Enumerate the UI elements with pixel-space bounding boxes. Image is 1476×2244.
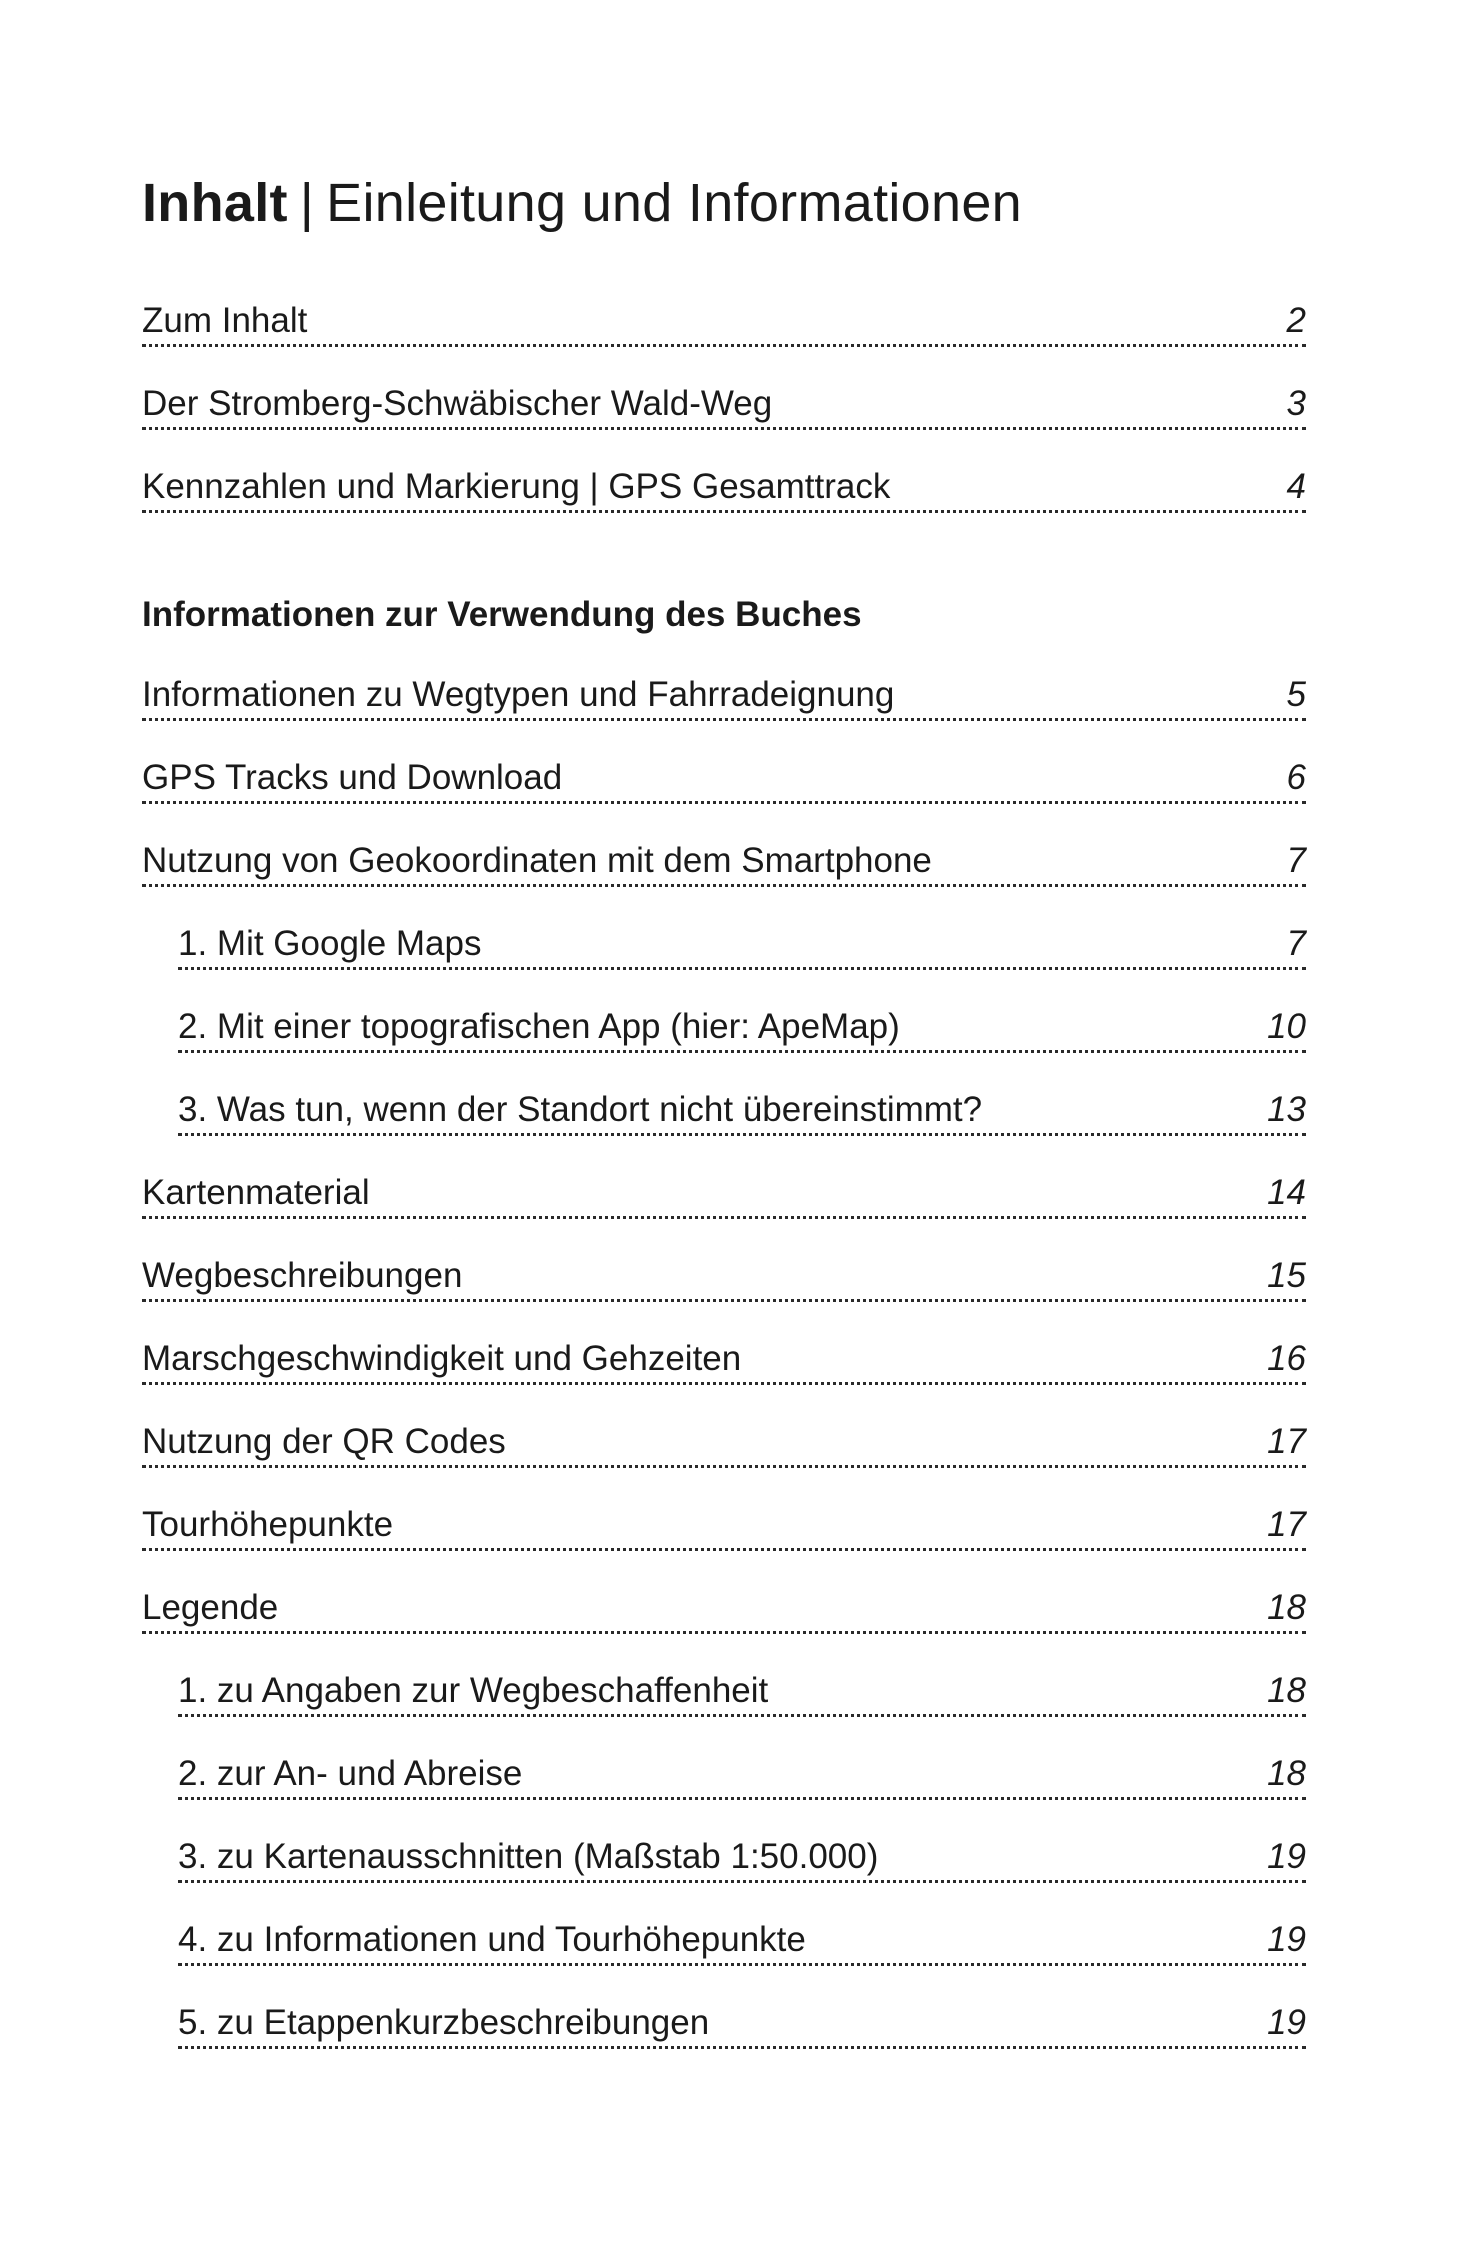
toc-subentry-standort[interactable] [178, 1087, 1306, 1136]
toc-entry-page: 16 [1267, 1339, 1306, 1378]
toc-entry-page: 15 [1267, 1256, 1306, 1295]
toc-entry-label: Wegbeschreibungen [142, 1256, 463, 1295]
toc-entry-label: GPS Tracks und Download [142, 758, 563, 797]
section-heading: Informationen zur Verwendung des Buches [142, 595, 862, 634]
toc-entry-page: 19 [1267, 1920, 1306, 1959]
toc-entry-page: 6 [1286, 758, 1306, 797]
toc-entry-kennzahlen[interactable] [142, 464, 1306, 513]
title-bold: Inhalt [142, 173, 288, 233]
toc-entry-label: 3. Was tun, wenn der Standort nicht übereinstimmt? [178, 1090, 983, 1129]
toc-entry-label: Kartenmaterial [142, 1173, 370, 1212]
toc-entry-label: 2. Mit einer topografischen App (hier: ApeMap) [178, 1007, 900, 1046]
toc-entry-label: Kennzahlen und Markierung | GPS Gesamttrack [142, 467, 891, 506]
toc-entry-label: 5. zu Etappenkurzbeschreibungen [178, 2003, 710, 2042]
toc-subentry-apemap[interactable] [178, 1004, 1306, 1053]
toc-entry-zum-inhalt[interactable] [142, 298, 1306, 347]
toc-entry-page: 7 [1286, 924, 1306, 963]
toc-entry-gehzeiten[interactable] [142, 1336, 1306, 1385]
toc-entry-label: Marschgeschwindigkeit und Gehzeiten [142, 1339, 742, 1378]
toc-entry-label: Tourhöhepunkte [142, 1505, 394, 1544]
toc-entry-wegbeschreibungen[interactable] [142, 1253, 1306, 1302]
toc-entry-page: 14 [1267, 1173, 1306, 1212]
toc-entry-page: 17 [1267, 1422, 1306, 1461]
toc-entry-label: Der Stromberg-Schwäbischer Wald-Weg [142, 384, 773, 423]
toc-entry-kartenmaterial[interactable] [142, 1170, 1306, 1219]
toc-entry-page: 19 [1267, 2003, 1306, 2042]
toc-entry-label: 1. Mit Google Maps [178, 924, 482, 963]
toc-entry-page: 13 [1267, 1090, 1306, 1129]
toc-entry-label: 3. zu Kartenausschnitten (Maßstab 1:50.000) [178, 1837, 879, 1876]
toc-subentry-anreise[interactable] [178, 1751, 1306, 1800]
toc-entry-tourhoehepunkte[interactable] [142, 1502, 1306, 1551]
toc-entry-qr-codes[interactable] [142, 1419, 1306, 1468]
toc-entry-page: 18 [1267, 1588, 1306, 1627]
toc-entry-page: 5 [1286, 675, 1306, 714]
toc-subentry-etappen[interactable] [178, 2000, 1306, 2049]
toc-entry-page: 19 [1267, 1837, 1306, 1876]
title-separator: | [299, 173, 315, 233]
toc-entry-stromberg-weg[interactable] [142, 381, 1306, 430]
toc-entry-label: 2. zur An- und Abreise [178, 1754, 523, 1793]
toc-entry-page: 18 [1267, 1754, 1306, 1793]
toc-entry-legende[interactable] [142, 1585, 1306, 1634]
page-title [142, 168, 1022, 238]
toc-entry-gps-tracks[interactable] [142, 755, 1306, 804]
toc-entry-geokoordinaten[interactable] [142, 838, 1306, 887]
toc-entry-page: 3 [1286, 384, 1306, 423]
toc-entry-label: Nutzung von Geokoordinaten mit dem Smartphone [142, 841, 932, 880]
toc-subentry-wegbeschaffenheit[interactable] [178, 1668, 1306, 1717]
toc-entry-label: Nutzung der QR Codes [142, 1422, 506, 1461]
toc-entry-page: 2 [1286, 301, 1306, 340]
toc-entry-label: Informationen zu Wegtypen und Fahrradeignung [142, 675, 895, 714]
title-rest: Einleitung und Informationen [326, 173, 1022, 233]
toc-entry-label: Legende [142, 1588, 279, 1627]
toc-entry-label: Zum Inhalt [142, 301, 308, 340]
toc-entry-label: 4. zu Informationen und Tourhöhepunkte [178, 1920, 806, 1959]
toc-entry-wegtypen[interactable] [142, 672, 1306, 721]
toc-subentry-informationen[interactable] [178, 1917, 1306, 1966]
toc-entry-page: 10 [1267, 1007, 1306, 1046]
toc-subentry-google-maps[interactable] [178, 921, 1306, 970]
toc-entry-page: 17 [1267, 1505, 1306, 1544]
toc-entry-label: 1. zu Angaben zur Wegbeschaffenheit [178, 1671, 769, 1710]
toc-entry-page: 4 [1286, 467, 1306, 506]
toc-entry-page: 18 [1267, 1671, 1306, 1710]
toc-entry-page: 7 [1286, 841, 1306, 880]
toc-subentry-kartenausschnitte[interactable] [178, 1834, 1306, 1883]
